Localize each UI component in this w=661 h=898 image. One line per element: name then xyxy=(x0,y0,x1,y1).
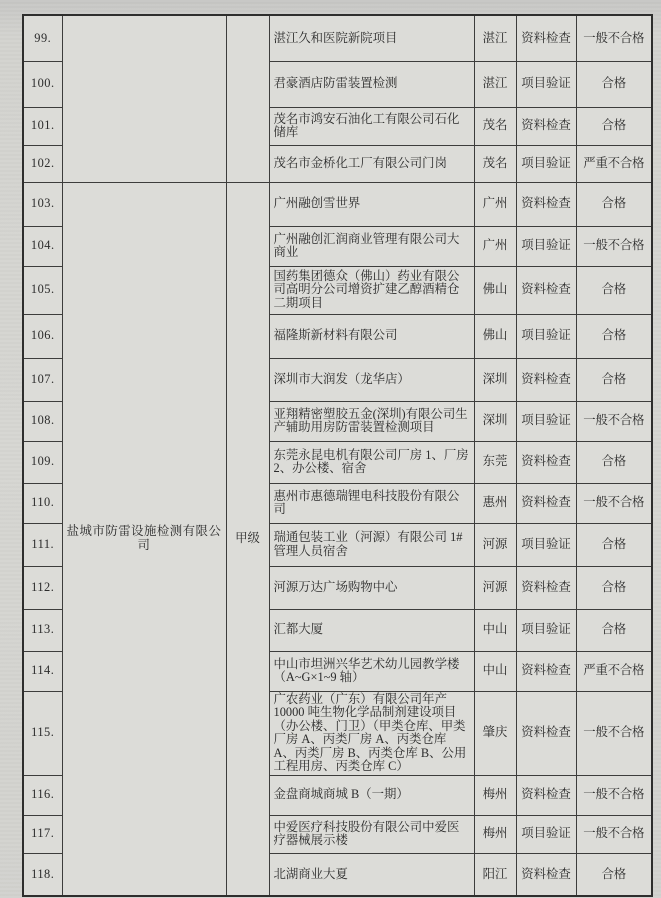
cell-row-number: 111. xyxy=(23,523,62,566)
cell-row-number: 113. xyxy=(23,609,62,651)
cell-row-number: 102. xyxy=(23,145,62,182)
cell-project-name: 国药集团德众（佛山）药业有限公司高明分公司增资扩建乙醇酒精仓二期项目 xyxy=(269,266,474,314)
cell-check-type: 资料检查 xyxy=(516,358,576,401)
cell-result: 合格 xyxy=(576,182,652,226)
cell-project-name: 茂名市金桥化工厂有限公司门岗 xyxy=(269,145,474,182)
cell-city: 东莞 xyxy=(474,441,516,483)
cell-project-name: 惠州市惠德瑞锂电科技股份有限公司 xyxy=(269,483,474,523)
cell-check-type: 资料检查 xyxy=(516,853,576,896)
cell-project-name: 北湖商业大夏 xyxy=(269,853,474,896)
cell-city: 广州 xyxy=(474,226,516,266)
cell-city: 佛山 xyxy=(474,266,516,314)
cell-city: 肇庆 xyxy=(474,691,516,775)
cell-city: 湛江 xyxy=(474,15,516,61)
cell-project-name: 中山市坦洲兴华艺术幼儿园教学楼（A~G×1~9 轴） xyxy=(269,651,474,691)
cell-row-number: 116. xyxy=(23,775,62,815)
cell-project-name: 广农药业（广东）有限公司年产 10000 吨生物化学品制剂建设项目（办公楼、门卫）（甲类仓库、甲类厂房 A、丙类厂房 A、丙类仓库 A、丙类厂房 B、丙类仓库 B、公用工程用房、丙类仓库 C） xyxy=(269,691,474,775)
cell-result: 合格 xyxy=(576,566,652,609)
cell-result: 一般不合格 xyxy=(576,401,652,441)
cell-project-name: 广州融创汇润商业管理有限公司大商业 xyxy=(269,226,474,266)
cell-result: 合格 xyxy=(576,107,652,145)
cell-city: 阳江 xyxy=(474,853,516,896)
cell-check-type: 项目验证 xyxy=(516,226,576,266)
cell-city: 河源 xyxy=(474,523,516,566)
cell-check-type: 项目验证 xyxy=(516,401,576,441)
cell-check-type: 资料检查 xyxy=(516,441,576,483)
cell-project-name: 亚翔精密塑胶五金(深圳)有限公司生产辅助用房防雷装置检测项目 xyxy=(269,401,474,441)
cell-company-grade xyxy=(226,15,269,182)
cell-project-name: 深圳市大润发（龙华店） xyxy=(269,358,474,401)
cell-result: 合格 xyxy=(576,314,652,358)
cell-result: 合格 xyxy=(576,523,652,566)
cell-city: 茂名 xyxy=(474,107,516,145)
cell-check-type: 项目验证 xyxy=(516,815,576,853)
cell-result: 一般不合格 xyxy=(576,815,652,853)
cell-check-type: 项目验证 xyxy=(516,523,576,566)
cell-row-number: 100. xyxy=(23,61,62,107)
cell-row-number: 114. xyxy=(23,651,62,691)
cell-check-type: 资料检查 xyxy=(516,266,576,314)
cell-row-number: 103. xyxy=(23,182,62,226)
cell-project-name: 金盘商城商城 B（一期） xyxy=(269,775,474,815)
cell-check-type: 资料检查 xyxy=(516,566,576,609)
cell-city: 惠州 xyxy=(474,483,516,523)
cell-city: 梅州 xyxy=(474,775,516,815)
cell-result: 一般不合格 xyxy=(576,691,652,775)
cell-city: 茂名 xyxy=(474,145,516,182)
cell-project-name: 河源万达广场购物中心 xyxy=(269,566,474,609)
cell-project-name: 瑞通包装工业（河源）有限公司 1#管理人员宿舍 xyxy=(269,523,474,566)
cell-result: 合格 xyxy=(576,358,652,401)
cell-check-type: 项目验证 xyxy=(516,314,576,358)
cell-row-number: 109. xyxy=(23,441,62,483)
cell-city: 深圳 xyxy=(474,358,516,401)
cell-check-type: 资料检查 xyxy=(516,651,576,691)
table-row xyxy=(23,15,652,61)
cell-city: 佛山 xyxy=(474,314,516,358)
cell-row-number: 105. xyxy=(23,266,62,314)
cell-row-number: 110. xyxy=(23,483,62,523)
cell-check-type: 项目验证 xyxy=(516,145,576,182)
cell-city: 中山 xyxy=(474,609,516,651)
cell-row-number: 117. xyxy=(23,815,62,853)
cell-result: 一般不合格 xyxy=(576,226,652,266)
cell-result: 一般不合格 xyxy=(576,483,652,523)
cell-city: 湛江 xyxy=(474,61,516,107)
table-row xyxy=(23,182,652,226)
cell-check-type: 资料检查 xyxy=(516,15,576,61)
cell-project-name: 东莞永昆电机有限公司厂房 1、厂房 2、办公楼、宿舍 xyxy=(269,441,474,483)
cell-row-number: 99. xyxy=(23,15,62,61)
cell-city: 中山 xyxy=(474,651,516,691)
table-body xyxy=(23,15,652,896)
cell-city: 梅州 xyxy=(474,815,516,853)
inspection-results-table xyxy=(22,14,653,897)
cell-company-name xyxy=(62,15,226,182)
cell-result: 合格 xyxy=(576,441,652,483)
cell-row-number: 107. xyxy=(23,358,62,401)
cell-project-name: 福隆斯新材料有限公司 xyxy=(269,314,474,358)
cell-result: 一般不合格 xyxy=(576,775,652,815)
cell-row-number: 101. xyxy=(23,107,62,145)
cell-company-grade: 甲级 xyxy=(226,182,269,896)
cell-result: 严重不合格 xyxy=(576,651,652,691)
cell-row-number: 118. xyxy=(23,853,62,896)
cell-check-type: 资料检查 xyxy=(516,483,576,523)
cell-check-type: 资料检查 xyxy=(516,691,576,775)
cell-row-number: 104. xyxy=(23,226,62,266)
cell-row-number: 108. xyxy=(23,401,62,441)
document-page xyxy=(22,14,653,897)
cell-result: 合格 xyxy=(576,266,652,314)
cell-result: 合格 xyxy=(576,609,652,651)
cell-check-type: 项目验证 xyxy=(516,61,576,107)
cell-result: 合格 xyxy=(576,853,652,896)
cell-row-number: 106. xyxy=(23,314,62,358)
cell-result: 严重不合格 xyxy=(576,145,652,182)
cell-city: 广州 xyxy=(474,182,516,226)
cell-project-name: 茂名市鸿安石油化工有限公司石化储库 xyxy=(269,107,474,145)
cell-city: 河源 xyxy=(474,566,516,609)
cell-city: 深圳 xyxy=(474,401,516,441)
cell-project-name: 广州融创雪世界 xyxy=(269,182,474,226)
cell-check-type: 资料检查 xyxy=(516,107,576,145)
cell-check-type: 资料检查 xyxy=(516,182,576,226)
cell-check-type: 项目验证 xyxy=(516,609,576,651)
cell-project-name: 汇都大厦 xyxy=(269,609,474,651)
cell-company-name: 盐城市防雷设施检测有限公司 xyxy=(62,182,226,896)
cell-row-number: 112. xyxy=(23,566,62,609)
cell-project-name: 君豪酒店防雷装置检测 xyxy=(269,61,474,107)
cell-result: 一般不合格 xyxy=(576,15,652,61)
cell-row-number: 115. xyxy=(23,691,62,775)
cell-result: 合格 xyxy=(576,61,652,107)
cell-project-name: 中爱医疗科技股份有限公司中爱医疗器械展示楼 xyxy=(269,815,474,853)
cell-project-name: 湛江久和医院新院项目 xyxy=(269,15,474,61)
cell-check-type: 资料检查 xyxy=(516,775,576,815)
